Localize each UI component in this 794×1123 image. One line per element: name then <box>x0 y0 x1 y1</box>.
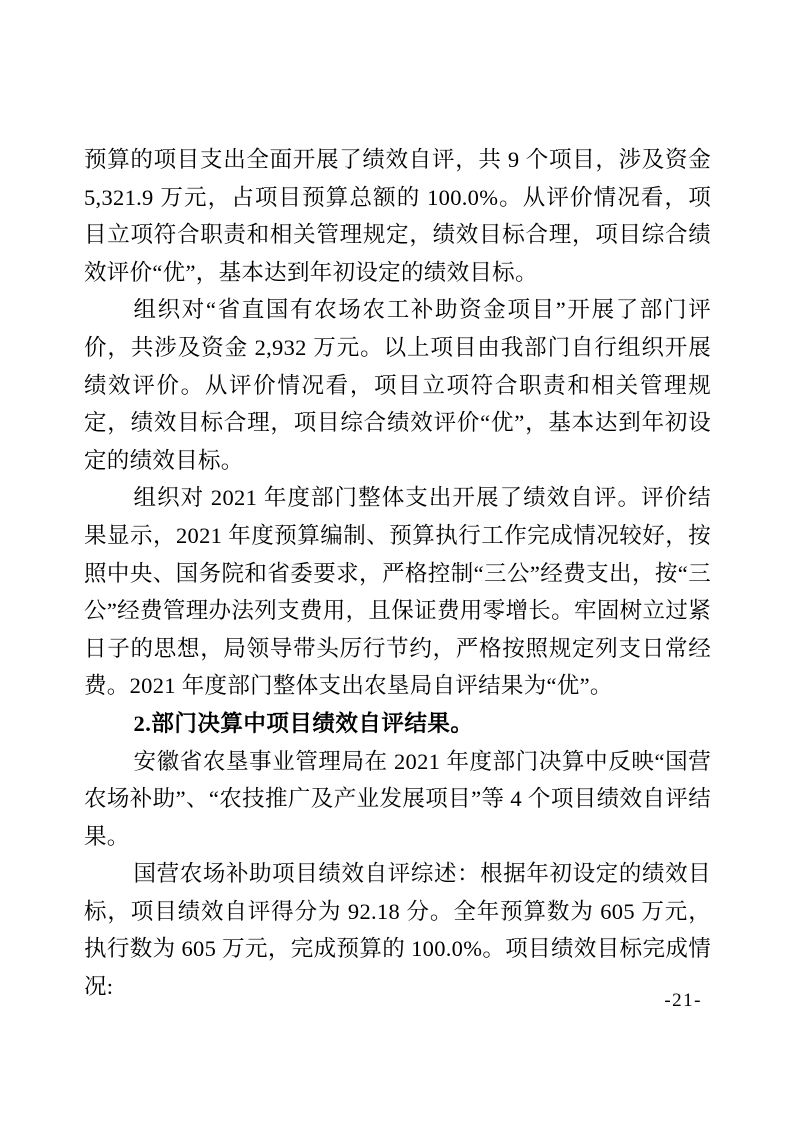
document-body <box>84 141 711 1006</box>
paragraph-overall-expenditure-evaluation: 组织对 2021 年度部门整体支出开展了绩效自评。评价结果显示，2021 年度预算编制、预算执行工作完成情况较好，按照中央、国务院和省委要求，严格控制“三公”经费支出，按“三公”经费管理办法列支费用，且保证费用零增长。牢固树立过紧日子的思想，局领导带头厉行节约，严格按照规定列支日常经费。2021 年度部门整体支出农垦局自评结果为“优”。 <box>84 485 711 699</box>
section-heading-project-performance-results: 2.部门决算中项目绩效自评结果。 <box>133 710 474 736</box>
paragraph-self-evaluation-summary: 预算的项目支出全面开展了绩效自评，共 9 个项目，涉及资金 5,321.9 万元，占项目预算总额的 100.0%。从评价情况看，项目立项符合职责和相关管理规定，绩效目标合理，项目综合绩效评价“优”，基本达到年初设定的绩效目标。 <box>84 147 711 285</box>
paragraph-final-accounts-projects: 安徽省农垦事业管理局在 2021 年度部门决算中反映“国营农场补助”、“农技推广及产业发展项目”等 4 个项目绩效自评结果。 <box>84 748 711 849</box>
paragraph-department-evaluation: 组织对“省直国有农场农工补助资金项目”开展了部门评价，共涉及资金 2,932 万元。以上项目由我部门自行组织开展绩效评价。从评价情况看，项目立项符合职责和相关管理规定，绩效目标合理，项目综合绩效评价“优”，基本达到年初设定的绩效目标。 <box>84 297 711 473</box>
page-number: -21- <box>664 990 702 1011</box>
paragraph-state-farm-subsidy-summary: 国营农场补助项目绩效自评综述：根据年初设定的绩效目标，项目绩效自评得分为 92.18 分。全年预算数为 605 万元，执行数为 605 万元，完成预算的 100.0%。项目绩效目标完成情况: <box>84 861 711 1000</box>
